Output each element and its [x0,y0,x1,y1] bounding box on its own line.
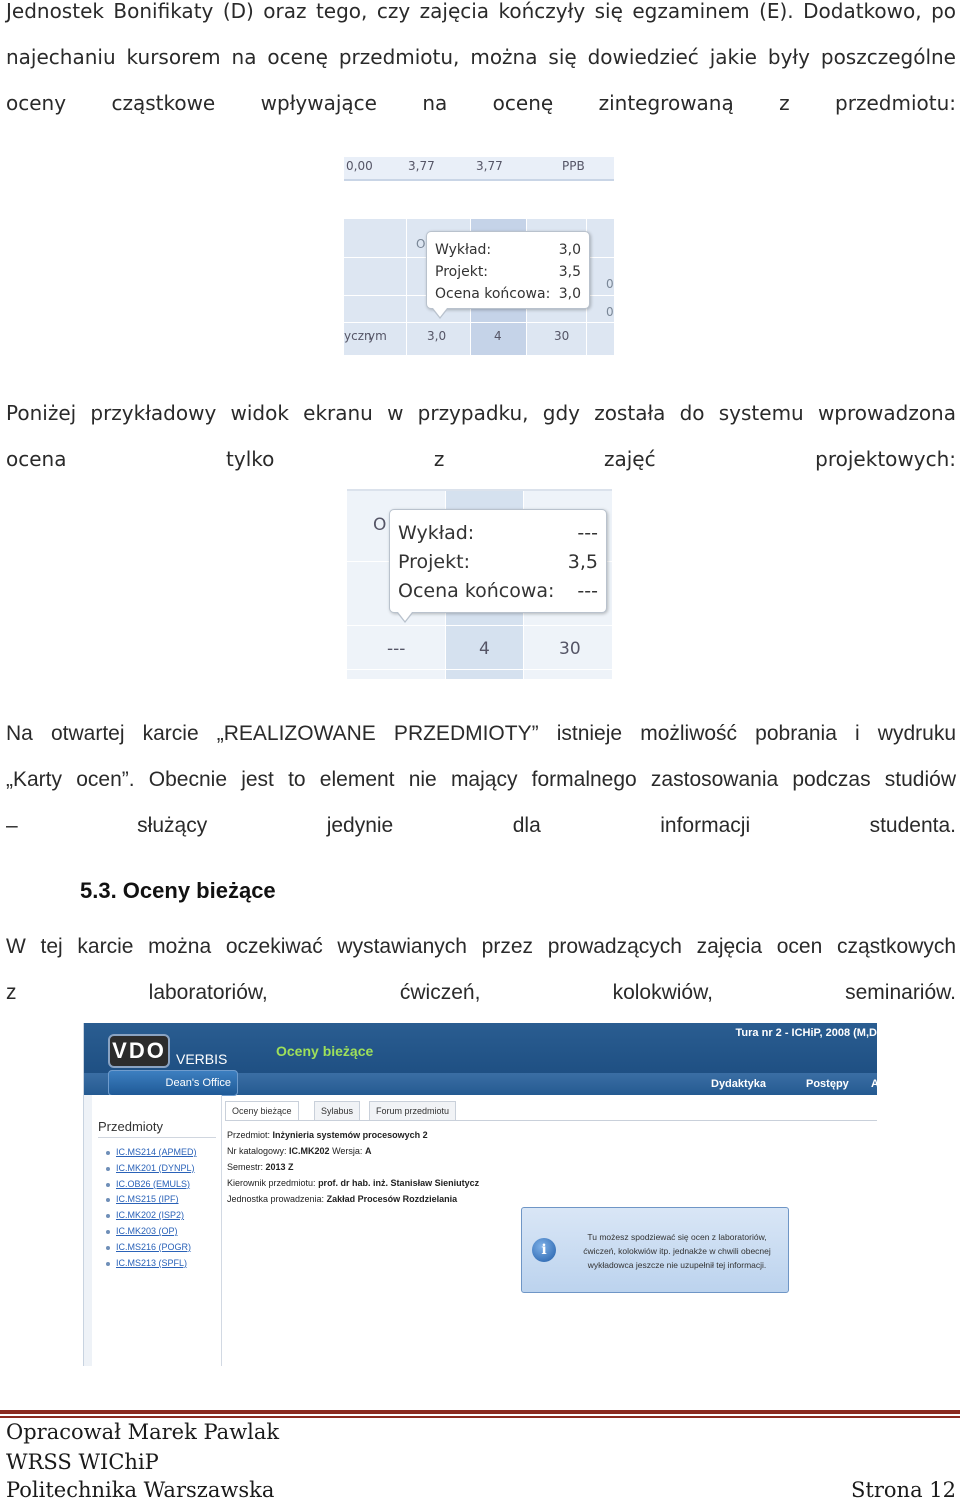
sidebar-item-subject[interactable]: IC.MK201 (DYNPL) [106,1163,197,1179]
sidebar-item-subject[interactable]: IC.OB26 (EMULS) [106,1179,197,1195]
tooltip-value: --- [577,580,598,602]
sidebar-title: Przedmioty [98,1119,164,1134]
tab-forum[interactable]: Forum przedmiotu [369,1101,456,1121]
tooltip-label: Projekt: [435,264,489,280]
intro-line-3: oceny cząstkowe wpływające na ocenę zintegrowaną z przedmiotu: [6,91,956,115]
subject-info [227,1127,479,1207]
figure1-bottom-value: 4 [494,329,502,343]
sidebar-item-subject[interactable]: IC.MS215 (IPF) [106,1194,197,1210]
tooltip-value: 3,5 [558,264,581,280]
tooltip-label: Wykład: [435,242,492,258]
sidebar-item-subject[interactable]: IC.MS216 (POGR) [106,1242,197,1258]
section-heading: 5.3. Oceny bieżące [80,878,276,903]
paragraph-2 [6,390,956,482]
info-subject: Inżynieria systemów procesowych 2 [272,1130,428,1140]
tooltip-label: Ocena końcowa: [398,580,555,602]
info-label: Kierownik przedmiotu: [227,1178,316,1188]
tab-sylabus[interactable]: Sylabus [314,1101,360,1121]
info-notice [521,1207,789,1293]
grade-tooltip-figure-full: 0,00 3,77 3,77 PPB O 0 0 yczn ym 3,0 4 30 Wykład: 3,0 Projekt: 3,5 Ocena końcowa: 3,0 [344,157,614,355]
section-line-1: W tej karcie można oczekiwać wystawianych przez prowadzących zajęcia ocen cząstkowych [6,935,956,958]
info-icon: i [532,1238,556,1262]
info-label: Jednostka prowadzenia: [227,1194,325,1204]
figure1-bottom-value: 3,0 [427,329,447,343]
grade-tooltip [389,509,607,613]
figure1-row-label: yczn [344,329,372,343]
info-label: Semestr: [227,1162,264,1172]
vdo-logo [108,1034,238,1089]
info-label: Przedmiot: [227,1130,271,1140]
para2-line-2: ocena tylko z zajęć projektowych: [6,447,956,471]
tooltip-label: Wykład: [398,522,475,544]
info-unit: Zakład Procesów Rozdzielania [326,1194,458,1204]
deans-office-label: Dean's Office [108,1070,238,1096]
figure1-top-value: 0,00 [346,159,373,173]
figure1-row-label-tail: ym [368,329,387,343]
footer-author: Opracował Marek Pawlak [6,1420,280,1444]
tooltip-label: Projekt: [398,551,470,573]
info-label: Nr katalogowy: [227,1146,287,1156]
figure2-row-value: 30 [559,639,581,659]
figure1-top-value: PPB [562,159,585,173]
intro-line-2: najechaniu kursorem na ocenę przedmiotu, można się dowiedzieć jakie były poszczególne [6,45,956,69]
tooltip-value: 3,5 [567,551,598,573]
tooltip-value: 3,0 [558,286,581,302]
info-manager: prof. dr hab. inż. Stanisław Sieniutycz [318,1178,480,1188]
footer-dept: WRSS WIChiP [6,1450,159,1474]
figure1-bottom-value: 30 [554,329,570,343]
info-label: Wersja: [332,1146,363,1156]
figure1-top-value: 3,77 [476,159,503,173]
figure1-top-value: 3,77 [408,159,435,173]
intro-paragraph [6,0,956,126]
para3-line-1: Na otwartej karcie „REALIZOWANE PRZEDMIOTY” istnieje możliwość pobrania i wydruku [6,722,956,745]
notice-text: Tu możesz spodziewać się ocen z laboratoriów, ćwiczeń, kolokwiów itp. jednakże w chwili obecnej wykładowca jeszcze nie uzupełnił tej informacji. [583,1232,771,1270]
info-semester: 2013 Z [265,1162,294,1172]
nav-more[interactable]: A [871,1078,879,1090]
grade-tooltip [426,231,590,309]
sidebar-item-subject[interactable]: IC.MS213 (SPFL) [106,1258,197,1274]
para2-line-1: Poniżej przykładowy widok ekranu w przypadku, gdy została do systemu wprowadzona [6,401,956,425]
tooltip-label: Ocena końcowa: [435,286,551,302]
page-number: Strona 12 [851,1478,956,1502]
para3-line-2: „Karty ocen”. Obecnie jest to element nie mający formalnego zastosowania podczas studiów [6,768,956,791]
figure1-top-row [344,157,614,179]
figure2-row-value: --- [387,639,406,659]
tooltip-value: 3,0 [558,242,581,258]
sidebar-item-subject[interactable]: IC.MS214 (APMED) [106,1147,197,1163]
subjects-list [106,1147,197,1273]
tab-oceny-biezace[interactable]: Oceny bieżące [225,1101,299,1121]
footer-rule [0,1410,960,1414]
vdo-logo-mark: VDO [108,1034,170,1068]
verbis-screenshot [83,1023,880,1366]
info-version: A [364,1146,372,1156]
tooltip-value: --- [577,522,598,544]
para3-line-3: – służący jedynie dla informacji studenta. [6,814,956,837]
figure2-row-value: 4 [479,639,490,659]
footer-university: Politechnika Warszawska [6,1478,275,1502]
page-title: Oceny bieżące [276,1043,374,1059]
footer-rule [0,1416,960,1418]
nav-dydaktyka[interactable]: Dydaktyka [711,1078,767,1090]
sidebar-item-subject[interactable]: IC.MK203 (OP) [106,1226,197,1242]
user-info: Tura nr 2 - ICHiP, 2008 (M,D, [735,1027,880,1039]
sidebar-item-subject[interactable]: IC.MK202 (ISP2) [106,1210,197,1226]
nav-postepy[interactable]: Postępy [806,1078,849,1090]
grade-tooltip-figure-partial: O --- 4 30 Wykład: --- Projekt: 3,5 Ocena końcowa: --- [347,489,612,677]
section-line-2: z laboratoriów, ćwiczeń, kolokwiów, seminariów. [6,981,956,1004]
paragraph-3 [6,711,956,849]
intro-line-1: Jednostek Bonifikaty (D) oraz tego, czy zajęcia kończyły się egzaminem (E). Dodatkowo, po [6,0,956,23]
info-catalog: IC.MK202 [289,1146,330,1156]
section-paragraph [6,924,956,1016]
verbis-label: VERBIS [176,1051,228,1067]
subjects-sidebar [92,1095,222,1366]
